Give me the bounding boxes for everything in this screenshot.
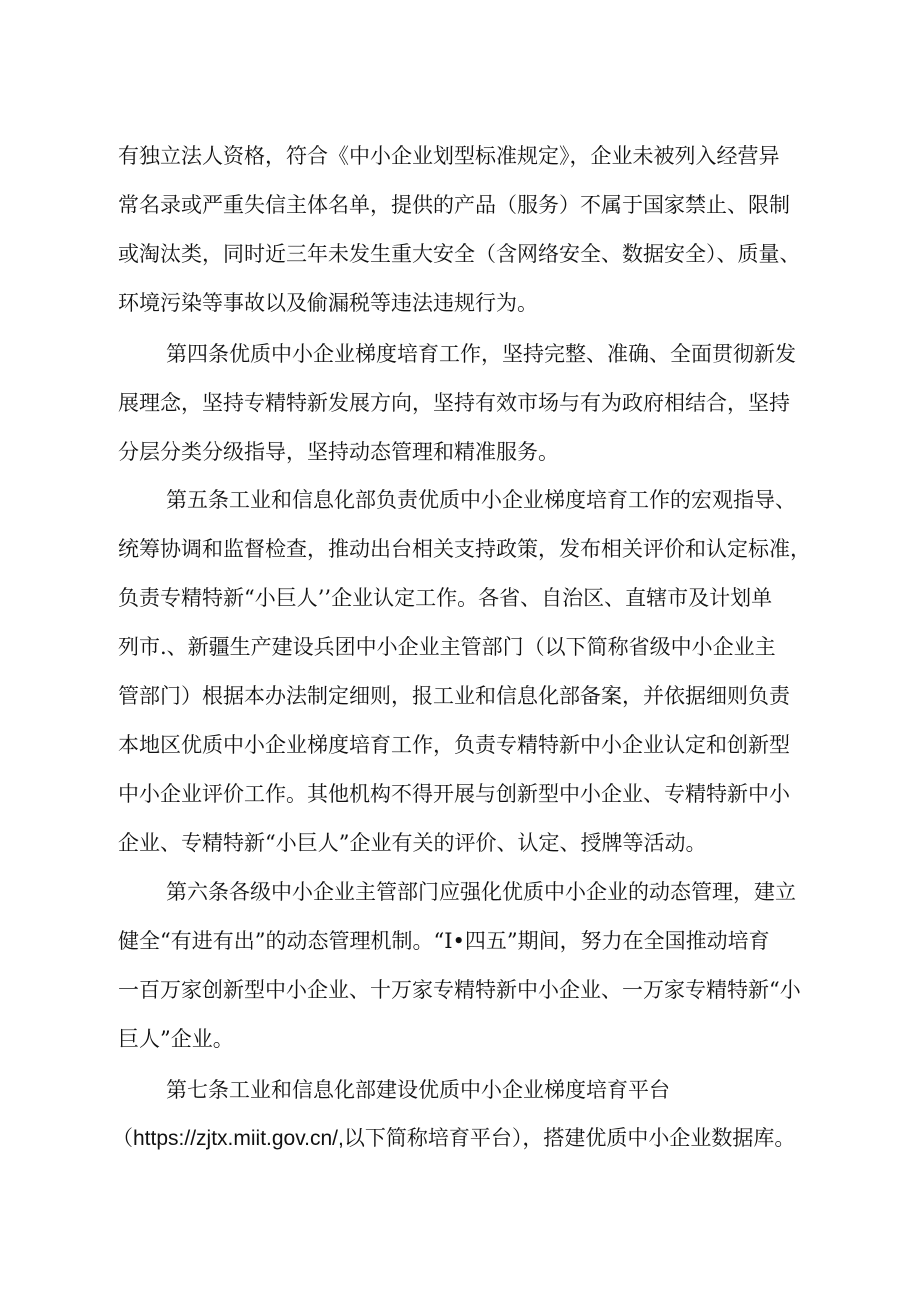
text-line xyxy=(0,234,920,274)
text-line xyxy=(0,774,920,814)
text-line xyxy=(0,725,920,765)
text-line-content: 分层分类分级指导，坚持动态管理和精准服务。 xyxy=(118,440,559,464)
text-line xyxy=(0,970,920,1010)
text-line-content: 负责专精特新“小巨人’’企业认定工作。各省、自治区、直辖市及计划单 xyxy=(118,586,773,610)
text-line xyxy=(0,480,920,520)
text-line-content: 一百万家创新型中小企业、十万家专精特新中小企业、一万家专精特新“小 xyxy=(118,978,801,1002)
text-line-content: 巨人”企业。 xyxy=(118,1027,234,1051)
text-line xyxy=(0,1070,920,1110)
text-line xyxy=(0,185,920,225)
text-line-content: 管部门）根据本办法制定细则，报工业和信息化部备案，并依据细则负责 xyxy=(118,684,790,708)
text-line xyxy=(0,432,920,472)
text-line-content: （https://zjtx.miit.gov.cn/,以下简称培育平台），搭建优质中小企业数据库。 xyxy=(112,1127,796,1150)
text-line xyxy=(0,1019,920,1059)
text-line xyxy=(0,823,920,863)
text-line-content: 第五条工业和信息化部负责优质中小企业梯度培育工作的宏观指导、 xyxy=(166,488,796,512)
text-line-content: 有独立法人资格，符合《中小企业划型标准规定》，企业未被列入经营异 xyxy=(118,144,780,168)
text-line-content: 常名录或严重失信主体名单，提供的产品（服务）不属于国家禁止、限制 xyxy=(118,193,790,217)
text-line-content: 或淘汰类，同时近三年未发生重大安全（含网络安全、数据安全）、质量、 xyxy=(118,242,801,266)
text-line-content: 环境污染等事故以及偷漏税等违法违规行为。 xyxy=(118,291,538,315)
text-line-content: 健全“有进有出”的动态管理机制。“I•四五”期间，努力在全国推动培育 xyxy=(118,929,770,953)
text-line-content: 企业、专精特新“小巨人”企业有关的评价、认定、授牌等活动。 xyxy=(118,831,707,855)
text-line xyxy=(0,383,920,423)
text-line xyxy=(0,529,920,569)
text-line xyxy=(0,334,920,374)
text-line xyxy=(0,627,920,667)
text-line-content: 列市.、新疆生产建设兵团中小企业主管部门（以下简称省级中小企业主 xyxy=(118,635,776,659)
text-line xyxy=(0,921,920,961)
text-line-content: 统筹协调和监督检查，推动出台相关支持政策，发布相关评价和认定标准， xyxy=(118,537,811,561)
text-line-content: 第七条工业和信息化部建设优质中小企业梯度培育平台 xyxy=(166,1078,670,1102)
text-line-content: 本地区优质中小企业梯度培育工作，负责专精特新中小企业认定和创新型 xyxy=(118,733,790,757)
text-line xyxy=(0,136,920,176)
text-line xyxy=(0,1119,920,1159)
text-line xyxy=(0,578,920,618)
text-line-content: 第六条各级中小企业主管部门应强化优质中小企业的动态管理，建立 xyxy=(166,880,796,904)
text-line-content: 展理念，坚持专精特新发展方向，坚持有效市场与有为政府相结合，坚持 xyxy=(118,391,790,415)
text-line xyxy=(0,283,920,323)
text-line-content: 中小企业评价工作。其他机构不得开展与创新型中小企业、专精特新中小 xyxy=(118,782,790,806)
text-line-content: 第四条优质中小企业梯度培育工作，坚持完整、准确、全面贯彻新发 xyxy=(166,342,796,366)
text-line xyxy=(0,872,920,912)
text-line xyxy=(0,676,920,716)
